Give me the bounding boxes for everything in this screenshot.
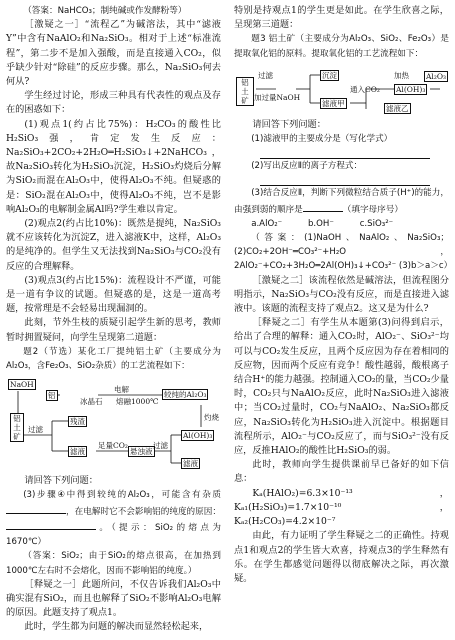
problem-3-flow-diagram — [234, 63, 449, 115]
aloh3-box-3: Al(OH)₃ — [396, 84, 426, 94]
temp-label: 熔融1000℃ — [116, 397, 159, 407]
add-naoh-label: 加过量NaOH — [254, 92, 301, 102]
questions-heading-2: 请回答下列问题： — [24, 475, 98, 487]
ore-box-3: 铝土矿 — [236, 77, 254, 106]
cryolite-label: 冰晶石 — [80, 397, 103, 407]
suspension-box: 悬浊液 — [130, 447, 153, 457]
doubt-2: ［激疑之二］该流程依然是碱溶法，但流程图分明指示，Na₂SiO₃与CO₂没有反应，而是直接进入滤液中。该题的流程支持了观点2。这又是为什么? — [234, 274, 449, 315]
question-3-2: (2)写出反应Ⅱ的离子方程式： — [251, 161, 363, 172]
continuation-paragraph: 特别是持观点1的学生更是如此。在学生欣喜之际，呈现第三道题： — [234, 5, 449, 31]
conclusion: 由此，有力证明了学生释疑之二的正确性。持观点1和观点2的学生皆大欢喜，持观点3的学生释然有乐。在学生都感觉问题得以彻底解决之际，再次激疑。 — [234, 530, 449, 584]
residue-box: 残渣 — [70, 417, 85, 427]
viewpoint-3: (3)观点3(约占比15%)：流程设计不严谨，可能是一道有争议的试题。但疑惑的是，这是一道高考题，按常理是不会轻易出现漏洞的。 — [6, 274, 221, 315]
options-line: a.AlO₂⁻ b.OH⁻ c.SiO₃²⁻ — [251, 218, 394, 229]
precipitate-box: 沉淀 — [322, 70, 337, 80]
viewpoint-2: (2)观点2(约占比10%)：既然是提纯，Na₂SiO₃就不应该转化为沉淀Z，进入滤液K中，这样，Al₂O₃的是纯净的。但学生又无法找到Na₂SiO₃与CO₂没有反应的合理解释。 — [6, 218, 221, 272]
answer-line-2[interactable] — [260, 173, 430, 186]
right-column — [234, 4, 453, 586]
ore-box: 铝土矿 — [10, 413, 24, 442]
left-column — [6, 4, 221, 635]
constants-line: Kₐ(HAlO₂)=6.3×10⁻¹³，Kₐ₁(H₂SiO₃)=1.7×10⁻¹⁰，Kₐ₂(H₂CO₃)=4.2×10⁻⁷ — [234, 487, 449, 528]
electrolysis-label: 电解 — [114, 385, 129, 395]
transition-paragraph: 此刻，节外生枝的质疑引起学生新的思考，教师暂时拥置疑问，向学生呈现第二道题： — [6, 317, 221, 343]
answer-blank-3[interactable] — [303, 201, 343, 212]
filter-label-3: 过滤 — [258, 70, 273, 80]
question-3-hint: 。（提示：SiO₂的熔点为1670℃） — [6, 522, 221, 548]
question-3-text-b: ，在电解时它不会影响铝的纯度的原因： — [66, 506, 221, 517]
question-3-1: (1)滤液甲的主要成分是（写化学式） — [251, 134, 393, 145]
question-3-answer: （答案：SiO₂；由于SiO₂的熔点很高，在加热到1000℃左右时不会熔化，因而不影响铝的纯度。） — [6, 551, 221, 576]
discussion-intro: 学生经过讨论，形成三种具有代表性的观点及存在的困惑如下： — [6, 90, 221, 116]
question-3-3 — [234, 186, 449, 216]
problem-3-stem: 题3 铝土矿（主要成分为Al₂O₃、SiO₂、Fe₂O₃）是提取氧化铝的原料。提取氧化铝的工艺流程如下： — [234, 34, 449, 59]
heat-label: 加热 — [394, 70, 409, 80]
answer-paragraph: （答案：NaHCO₃；制纯碱或作发酵粉等） — [23, 6, 187, 16]
burn-label: 灼烧 — [204, 413, 219, 423]
viewpoint-1: (1)观点1(约占比75%)：H₂CO₃的酸性比H₂SiO₃强，肯定发生反应：Na₂SiO₃+2CO₂+2H₂O═H₂SiO₃↓+2NaHCO₃，故Na₂SiO₃转化为H₂SiO₃沉淀，H₂SiO₃灼烧后分解为SiO₂而混在Al₂O₃中，使得Al₂O₃不纯。但疑惑的是：SiO₂混在Al₂O₃中，使得Al₂O₃不纯，岂不是影响Al₂O₃的电解制金属Al吗?学生难以肯定。 — [6, 118, 221, 215]
filtrate-jia-box: 滤液甲 — [322, 98, 345, 108]
answer-blank-2[interactable] — [6, 519, 96, 530]
teacher-info: 此时，教师向学生提供课前早已备好的如下信息： — [234, 459, 449, 485]
answer-3: （答案：(1)NaOH、NaAlO₂、Na₂SiO₃；(2)CO₂+2OH⁻═CO₃²⁻+H₂O，2AlO₂⁻+CO₂+3H₂O═2Al(OH)₃↓+CO₃²⁻ (3)b＞a＞c） — [234, 233, 453, 272]
filter-label-2: 过滤 — [153, 441, 168, 451]
aloh3-box: Al(OH)₃ — [183, 431, 213, 441]
resolution-2: ［释疑之二］有学生从本题第(3)问得到启示，给出了合理的解释：通入CO₂时，AlO₂⁻、SiO₃²⁻均可以与CO₂发生反应，且两个反应因为存在着相同的反应物，因而两个反应有竞争！酸性越弱，酸根离子结合H⁺的能力越强。控制通入CO₂的量，当CO₂少量时，CO₂只与NaAlO₂反应，此时Na₂SiO₃进入滤液中；当CO₂过量时，CO₂与NaAlO₂、Na₂SiO₃都反应，Na₂SiO₃转化为H₂SiO₃进入沉淀中。根据题目流程所示，AlO₂⁻与CO₂反应了，而与SiO₃²⁻没有反应，反推HAlO₂的酸性比H₂SiO₃的弱。 — [234, 317, 449, 457]
filtrate-box: 滤液 — [70, 447, 85, 457]
resolution-1: ［释疑之一］此题所问，不仅告诉我们Al₂O₃中确实混有SiO₂，而且也解释了SiO₂不影响Al₂O₃电解的原因。此题支持了观点1。 — [6, 578, 221, 619]
closing-left: 此时，学生都为问题的解决而显然轻松起来， — [24, 621, 209, 633]
question-paragraph-1: ［激疑之一］“流程乙”为碱溶法，其中“滤液Y”中含有NaAlO₂和Na₂SiO₃。相对于上述“标准流程”，第二步不是加入强酸，而是直接通入CO₂，似乎缺少针对“除硅”的反应步骤。那么，Na₂SiO₃何去何从? — [6, 19, 221, 88]
question-3-3-text: (3)结合反应Ⅱ，判断下列微粒结合质子(H⁺)的能力，由强到弱的顺序是 — [234, 188, 449, 215]
question-3-text: (3)步骤④中得到较纯的Al₂O₃，可能含有杂质 — [23, 490, 221, 501]
co2-label: 足量CO₂ — [98, 441, 128, 451]
naoh-box: NaOH — [10, 380, 34, 390]
al-box: 铝 — [48, 391, 56, 401]
answer-blank-1[interactable] — [6, 503, 66, 514]
al2o3-box: 较纯的Al₂O₃ — [164, 390, 207, 400]
co2-label-3: 通入CO₂ — [350, 84, 380, 94]
filter-label-1: 过滤 — [28, 425, 43, 435]
filtrate-yi-box: 滤液乙 — [386, 103, 409, 113]
al2o3-box-3: Al₂O₃ — [426, 71, 446, 81]
problem-2-flow-diagram — [6, 375, 221, 471]
questions-heading-3: 请回答下列问题： — [252, 118, 326, 130]
filtrate2-box: 滤液 — [183, 459, 198, 469]
question-3-3-text-b: （填字母序号） — [342, 204, 403, 215]
question-3 — [6, 488, 221, 549]
problem-2-stem: 题2（节选）某化工厂提纯铝土矿（主要成分为Al₂O₃，含Fe₂O₃、SiO₂杂质）的工艺流程如下： — [6, 346, 221, 372]
answer-line-1[interactable] — [260, 146, 430, 159]
